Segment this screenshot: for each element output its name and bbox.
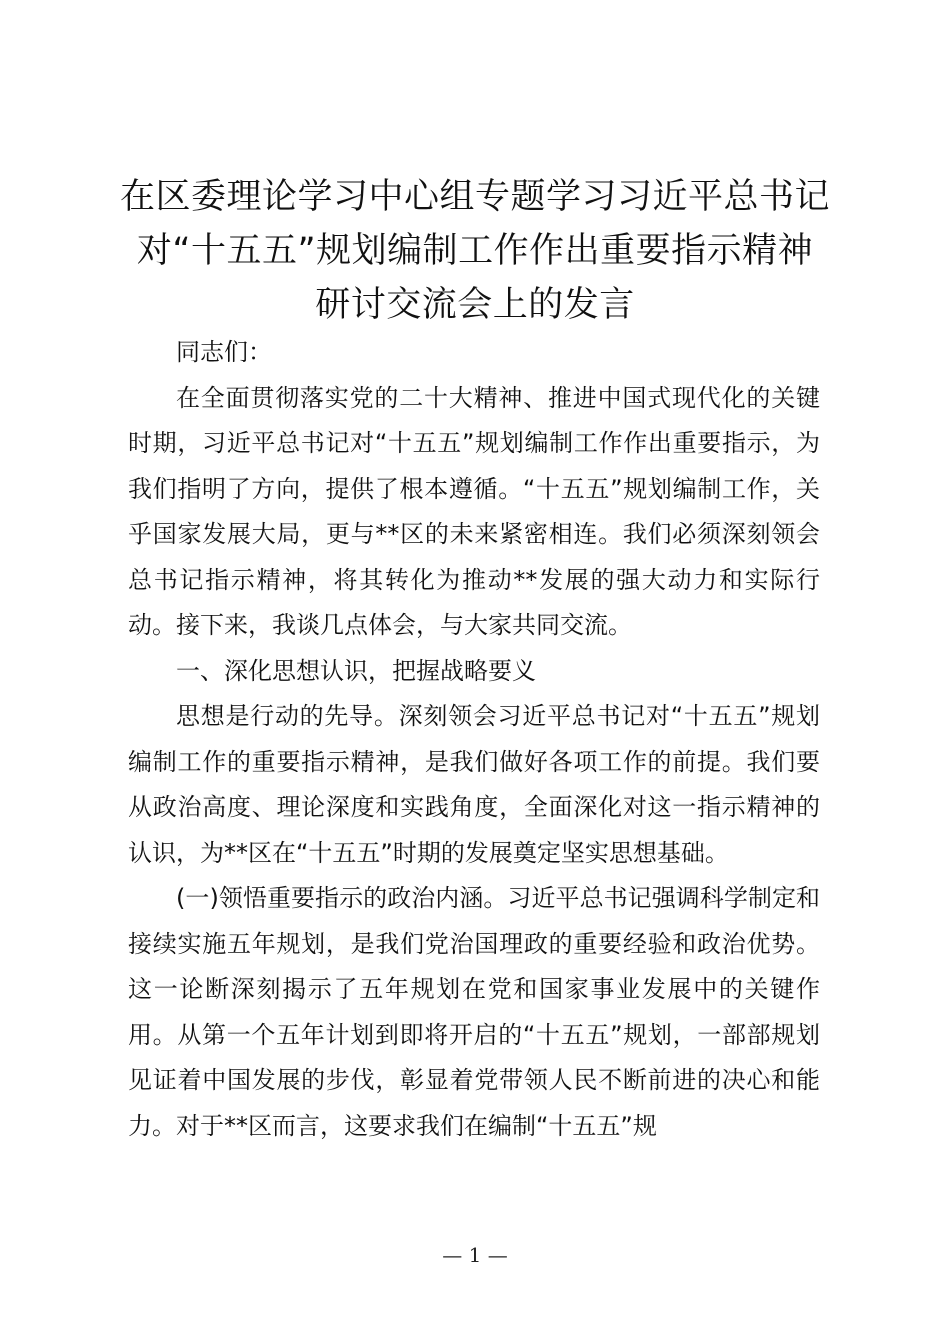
title-line-2: 对“十五五”规划编制工作作出重要指示精神 <box>136 231 814 271</box>
paragraph-section-1: 思想是行动的先导。深刻领会习近平总书记对“十五五”规划编制工作的重要指示精神，是我们做好各项工作的前提。我们要从政治高度、理论深度和实践角度，全面深化对这一指示精神的认识，为**区在“十五五”时期的发展奠定坚实思想基础。 <box>128 702 820 867</box>
title-line-3: 研讨交流会上的发言 <box>315 285 635 325</box>
paragraph-intro: 在全面贯彻落实党的二十大精神、推进中国式现代化的关键时期，习近平总书记对“十五五”规划编制工作作出重要指示，为我们指明了方向，提供了根本遵循。“十五五”规划编制工作，关乎国家发展大局，更与**区的未来紧密相连。我们必须深刻领会总书记指示精神，将其转化为推动**发展的强大动力和实际行动。接下来，我谈几点体会，与大家共同交流。 <box>128 383 820 639</box>
salutation: 同志们： <box>176 338 272 366</box>
section-heading-1: 一、深化思想认识，把握战略要义 <box>176 656 536 685</box>
document-body <box>128 330 820 1149</box>
title-line-1: 在区委理论学习中心组专题学习习近平总书记 <box>120 177 831 217</box>
document-title <box>120 170 830 332</box>
page-number: — 1 — <box>442 1243 508 1267</box>
paragraph-subsection-1: (一)领悟重要指示的政治内涵。习近平总书记强调科学制定和接续实施五年规划，是我们党治国理政的重要经验和政治优势。这一论断深刻揭示了五年规划在党和国家事业发展中的关键作用。从第一个五年计划到即将开启的“十五五”规划，一部部规划见证着中国发展的步伐，彰显着党带领人民不断前进的决心和能力。对于**区而言，这要求我们在编制“十五五”规 <box>128 884 820 1140</box>
